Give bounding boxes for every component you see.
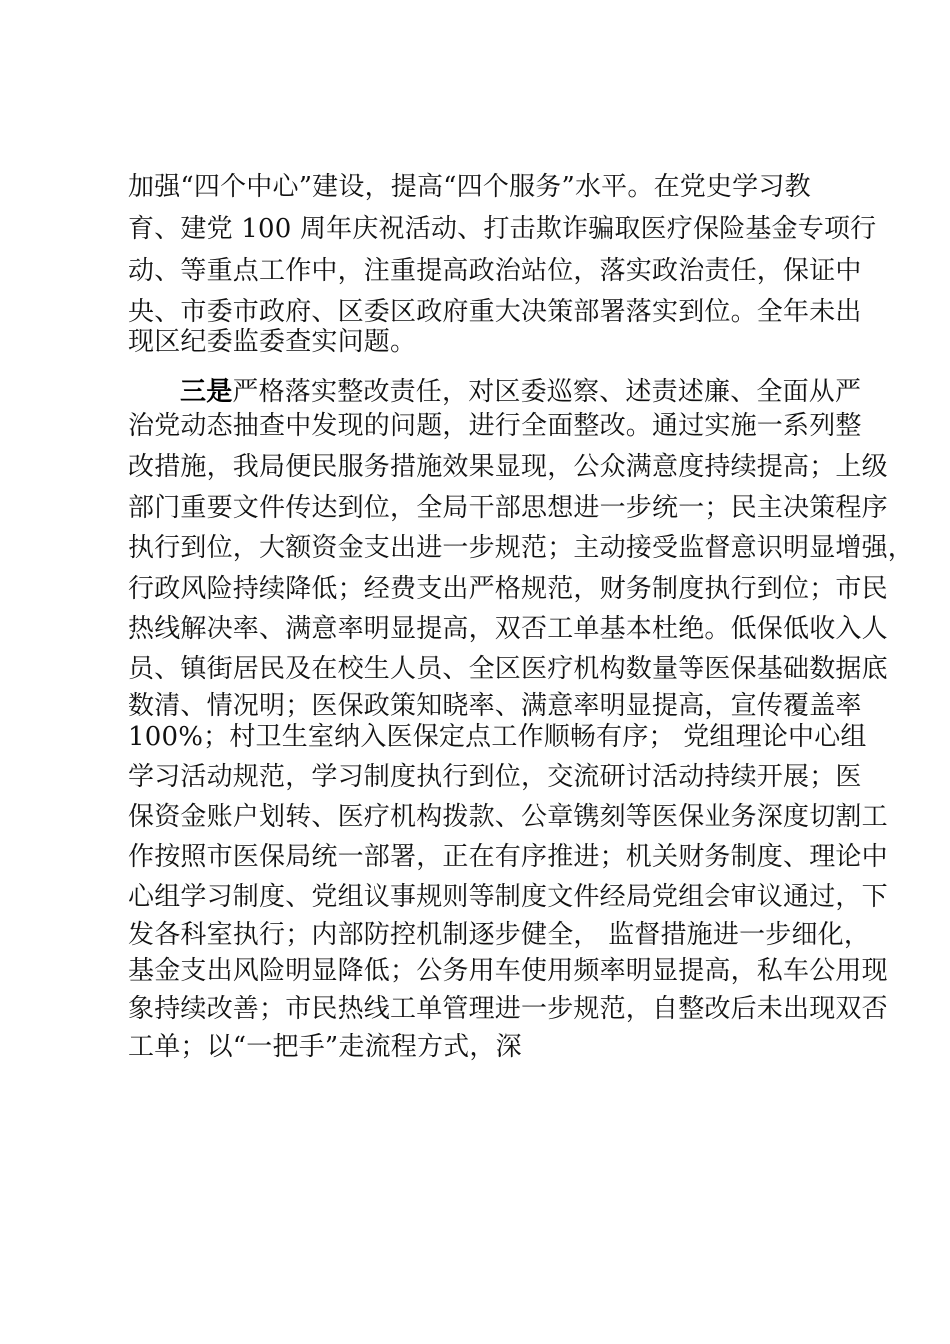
paragraph2-line: 热线解决率、满意率明显提高，双否工单基本杜绝。低保低收入人 xyxy=(128,614,888,644)
paragraph1-line: 加强“四个中心”建设，提高“四个服务”水平。在党史学习教 xyxy=(128,172,811,202)
paragraph1-line: 央、市委市政府、区委区政府重大决策部署落实到位。全年未出 xyxy=(128,297,862,327)
paragraph2-line: 作按照市医保局统一部署，正在有序推进；机关财务制度、理论中 xyxy=(128,842,888,872)
paragraph2-line: 学习活动规范，学习制度执行到位，交流研讨活动持续开展；医 xyxy=(128,762,862,792)
paragraph2-line: 数清、情况明；医保政策知晓率、满意率明显提高，宣传覆盖率 xyxy=(128,691,862,721)
paragraph2-line: 基金支出风险明显降低；公务用车使用频率明显提高，私车公用现 xyxy=(128,956,888,986)
paragraph2-first-line-text: 严格落实整改责任，对区委巡察、述责述廉、全面从严 xyxy=(232,377,862,407)
paragraph2-line: 保资金账户划转、医疗机构拨款、公章镌刻等医保业务深度切割工 xyxy=(128,802,888,832)
paragraph2-line: 象持续改善；市民热线工单管理进一步规范，自整改后未出现双否 xyxy=(128,994,888,1024)
paragraph2-first-line xyxy=(180,375,861,409)
paragraph2-line: 部门重要文件传达到位，全局干部思想进一步统一；民主决策程序 xyxy=(128,493,888,523)
paragraph2-line: 治党动态抽查中发现的问题，进行全面整改。通过实施一系列整 xyxy=(128,411,862,441)
paragraph2-line: 工单；以“一把手”走流程方式，深 xyxy=(128,1032,522,1062)
paragraph-lead-label: 三是 xyxy=(180,377,233,407)
paragraph2-line: 员、镇街居民及在校生人员、全区医疗机构数量等医保基础数据底 xyxy=(128,654,888,684)
paragraph2-line: 执行到位，大额资金支出进一步规范；主动接受监督意识明显增强， xyxy=(128,533,915,563)
paragraph2-line: 发各科室执行；内部防控机制逐步健全， 监督措施进一步细化， xyxy=(128,920,871,950)
paragraph2-line: 心组学习制度、党组议事规则等制度文件经局党组会审议通过，下 xyxy=(128,882,888,912)
paragraph2-line: 100%；村卫生室纳入医保定点工作顺畅有序； 党组理论中心组 xyxy=(128,722,867,752)
paragraph1-line: 育、建党 100 周年庆祝活动、打击欺诈骗取医疗保险基金专项行 xyxy=(128,214,877,244)
paragraph1-line: 现区纪委监委查实问题。 xyxy=(128,327,417,357)
paragraph2-line: 行政风险持续降低；经费支出严格规范，财务制度执行到位；市民 xyxy=(128,574,888,604)
paragraph2-line: 改措施，我局便民服务措施效果显现，公众满意度持续提高；上级 xyxy=(128,452,888,482)
paragraph1-line: 动、等重点工作中，注重提高政治站位，落实政治责任，保证中 xyxy=(128,256,862,286)
